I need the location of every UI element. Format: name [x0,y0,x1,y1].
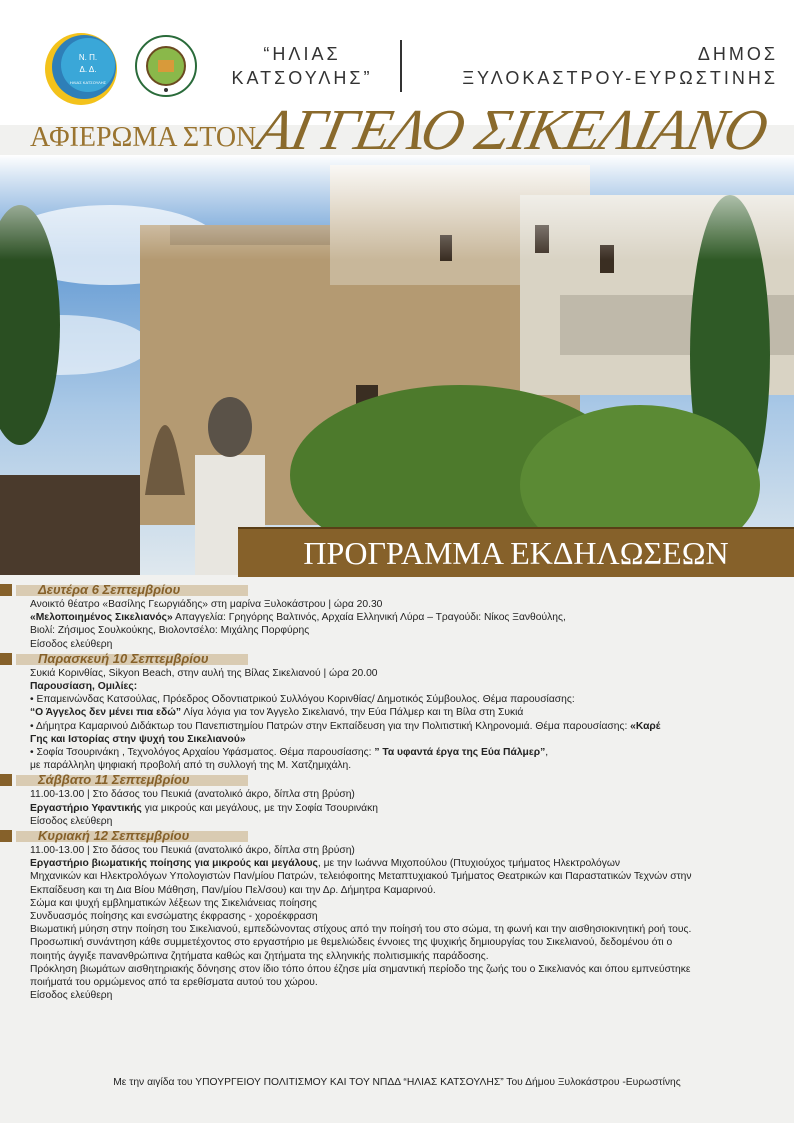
line-text: Απαγγελία: Γρηγόρης Βαλτινός, Αρχαία Ελληνική Λύρα – Τραγούδι: Νίκος Ξανθούλης, [172,612,566,624]
line-text: Μηχανικών και Ηλεκτρολόγων Υπολογιστών Παν/μίου Πατρών, τελειόφοιτης Μεταπτυχιακού Τμήματος Θεατρικών και Παραστατικών Τεχνών στην [30,871,692,883]
line-text: 11.00-13.00 | Στο δάσος του Πευκιά (ανατολικό άκρο, δίπλα στη βρύση) [30,789,355,801]
bold-text: «Καρέ [630,720,661,732]
program-line [0,976,794,989]
program-line [0,950,794,963]
line-text: για μικρούς και μεγάλους, με την Σοφία Τσουρινάκη [141,802,378,814]
program-line [0,667,794,680]
program-line [0,989,794,1002]
line-text: Εκπαίδευση και τη Δια Βίου Μάθηση, Παν/μίου Πελ/σου) και την Δρ. Δήμητρα Καμαρινού. [30,884,436,896]
day-marker [0,653,12,665]
line-text: Λίγα λόγια για τον Άγγελο Σικελιανό, την Εύα Πάλμερ και τη Βίλα στη Συκιά [181,707,524,719]
program-line [0,680,794,693]
line-text: Είσοδος ελεύθερη [30,815,113,827]
line-text: Πρόκληση βιωμάτων αισθητηριακής δόνησης στον ίδιο τόπο όπου έζησε μία σημαντική περίοδο της ζωής του ο Σικελιανός και όπου εμπνεύστηκε [30,963,691,975]
municipality-name: ΔΗΜΟΣ ΞΥΛΟΚΑΣΤΡΟΥ-ΕΥΡΩΣΤΙΝΗΣ [462,44,778,88]
line-text: Συκιά Κορινθίας, Sikyon Beach, στην αυλή της Βίλας Σικελιανού | ώρα 20.00 [30,667,378,679]
program-line [0,802,794,815]
program-title: ΠΡΟΓΡΑΜΜΑ ΕΚΔΗΛΩΣΕΩΝ [303,535,729,571]
line-text: Σώμα και ψυχή εμβληματικών λέξεων της Σικελιάνειας ποίησης [30,897,317,909]
line-text: με παράλληλη ψηφιακή προβολή από τη συλλογή της Μ. Χατζημιχάλη. [30,760,352,772]
day-marker [0,830,12,842]
header-divider [400,40,402,92]
program-line [0,720,794,733]
line-text: , με την Ιωάννα Μιχοπούλου (Πτυχιούχος τμήματος Ηλεκτρολόγων [317,858,621,870]
day-label: Δευτέρα 6 Σεπτεμβρίου [38,582,181,597]
bold-text: ” Τα υφαντά έργα της Εύα Πάλμερ” [374,747,546,759]
day-heading [0,828,794,844]
line-text: ποιήματά του ορμώμενος από τα ερεθίσματα αυτού του χώρου. [30,977,318,989]
footer-patronage: Με την αιγίδα του ΥΠΟΥΡΓΕΙΟΥ ΠΟΛΙΤΙΣΜΟΥ ΚΑΙ ΤΟΥ ΝΠΔΔ “ΗΛΙΑΣ ΚΑΤΣΟΥΛΗΣ” Του Δήμου Ξυλοκάστρου -Ευρωστίνης [113,1077,681,1088]
program-line [0,910,794,923]
tribute-heading: ΑΦΙΕΡΩΜΑ ΣΤΟΝ [30,122,257,153]
program-line [0,870,794,883]
bold-text: Εργαστήριο Υφαντικής [30,802,142,814]
day-heading [0,651,794,667]
line-text: Προσωπική συνάντηση κάθε συμμετέχοντος στο εργαστήριο με θεμελιώδεις έννοιες της ψυχικής δημιουργίας του Σικελιανού, δεδομένου ότι ο [30,937,673,949]
line-text: Βιωματική μύηση στην ποίηση του Σικελιανού, εμπεδώνοντας στίχους από την ποίησή του στο σώμα, τη φωνή και την αισθησιοκινητική ροή τους. [30,924,692,936]
program-line [0,815,794,828]
villa-photo [0,155,794,575]
bold-text: «Μελοποιημένος Σικελιανός» [30,612,173,624]
bold-text: Γης και Ιστορίας στην ψυχή του Σικελιανού» [30,733,246,745]
day-marker [0,584,12,596]
program-line [0,759,794,772]
line-text: Είσοδος ελεύθερη [30,638,113,650]
poet-name: ΑΓΓΕΛΟ ΣΙΚΕΛΙΑΝΟ [251,97,773,162]
day-heading [0,772,794,788]
bold-text: “Ο Άγγελος δεν μένει πια εδώ” [30,707,182,719]
municipality-seal [134,34,198,98]
program-line [0,923,794,936]
program-line [0,963,794,976]
npdd-logo [42,30,120,108]
line-text: Είσοδος ελεύθερη [30,990,113,1002]
svg-text:Δ. Δ.: Δ. Δ. [79,65,97,74]
day-label: Σάββατο 11 Σεπτεμβρίου [38,772,190,788]
svg-text:Ν. Π.: Ν. Π. [78,53,98,62]
program-line [0,844,794,857]
program-line [0,733,794,746]
program-line [0,746,794,759]
line-text: ποιητής άγγιξε πανανθρώπινα ζητήματα καθώς και ζητήματα της ελληνικής πολιτισμικής παράδοσης. [30,950,489,962]
svg-text:ΗΛΙΑΣ ΚΑΤΣΟΥΛΗΣ: ΗΛΙΑΣ ΚΑΤΣΟΥΛΗΣ [69,80,107,85]
program-line [0,884,794,897]
line-text: 11.00-13.00 | Στο δάσος του Πευκιά (ανατολικό άκρο, δίπλα στη βρύση) [30,845,355,857]
program-line [0,638,794,651]
line-text: • Δήμητρα Καμαρινού Διδάκτωρ του Πανεπιστημίου Πατρών στην Εκπαίδευση για την Πολιτιστική Κληρονομιά. Θέμα παρουσίασης: [30,720,631,732]
program-line [0,788,794,801]
program-line [0,611,794,624]
program-banner [238,527,794,577]
day-label: Κυριακή 12 Σεπτεμβρίου [38,828,190,844]
bold-text: Παρουσίαση, Ομιλίες: [30,681,138,693]
line-text: • Επαμεινώνδας Κατσούλας, Πρόεδρος Οδοντιατρικού Συλλόγου Κορινθίας/ Δημοτικός Σύμβουλος. Θέμα παρουσίασης: [30,694,575,706]
program-line [0,706,794,719]
program-line [0,936,794,949]
line-text: • Σοφία Τσουρινάκη , Τεχνολόγος Αρχαίου Υφάσματος. Θέμα παρουσίασης: [30,747,375,759]
organization-name: “ΗΛΙΑΣ ΚΑΤΣΟΥΛΗΣ” [231,44,373,88]
program-line [0,624,794,637]
line-text: Συνδυασμός ποίησης και ενσώματης έκφρασης - χοροέκφραση [30,911,318,923]
program-line [0,693,794,706]
line-text: , [545,747,549,759]
program-line [0,857,794,870]
day-label: Παρασκευή 10 Σεπτεμβρίου [38,650,209,666]
day-marker [0,774,12,786]
line-text: Βιολί: Ζήσιμος Σουλκούκης, Βιολοντσέλο: Μιχάλης Πορφύρης [30,625,310,637]
bold-text: Εργαστήριο βιωματικής ποίησης για μικρούς και μεγάλους [30,858,318,870]
day-heading [0,582,794,598]
line-text: Ανοικτό θέατρο «Βασίλης Γεωργιάδης» στη μαρίνα Ξυλοκάστρου | ώρα 20.30 [30,599,383,610]
program-line [0,897,794,910]
program-line [0,598,794,611]
program-content [0,582,794,1002]
